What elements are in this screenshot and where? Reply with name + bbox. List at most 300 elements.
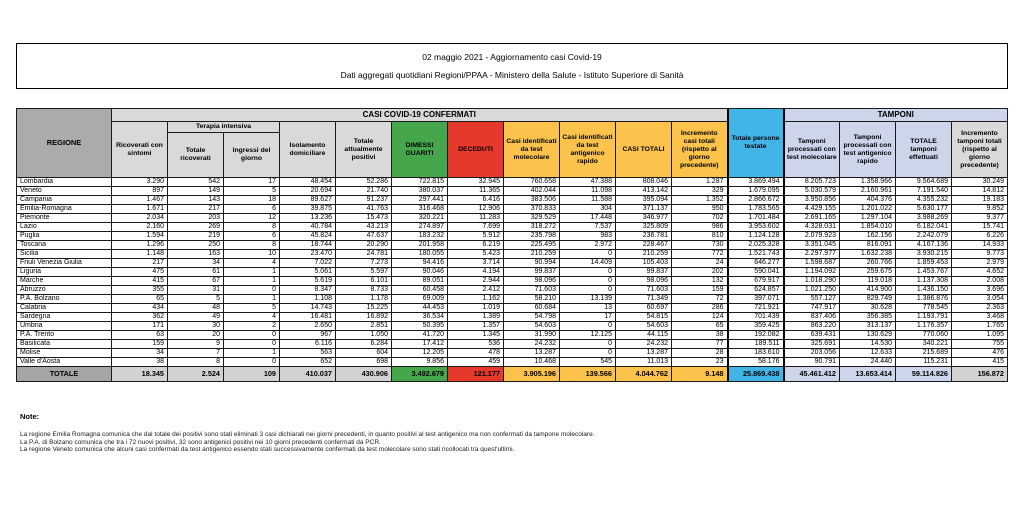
value-cell: 99.837 — [616, 268, 672, 277]
value-cell: 40.784 — [280, 223, 336, 232]
value-cell: 2.412 — [448, 286, 504, 295]
value-cell: 967 — [280, 331, 336, 340]
value-cell: 5.597 — [336, 268, 392, 277]
value-cell: 5.061 — [280, 268, 336, 277]
value-cell: 7.273 — [336, 259, 392, 268]
value-cell: 1.386.876 — [896, 295, 952, 304]
value-cell: 652 — [280, 358, 336, 367]
value-cell: 2.363 — [952, 304, 1008, 313]
value-cell: 2.866.672 — [728, 196, 784, 205]
col-header-dimessi-guariti: DIMESSI GUARITI — [392, 122, 448, 178]
notes-title: Note: — [20, 412, 40, 421]
value-cell: 1 — [224, 277, 280, 286]
region-name: Puglia — [17, 232, 112, 241]
table-row — [17, 358, 1008, 367]
total-totale-tamponi: 59.114.826 — [896, 367, 952, 382]
value-cell: 30 — [168, 322, 224, 331]
total-attualmente-positivi: 430.906 — [336, 367, 392, 382]
value-cell: 770.060 — [896, 331, 952, 340]
region-name: Lazio — [17, 223, 112, 232]
value-cell: 24.232 — [504, 340, 560, 349]
group-header-casi-confermati: CASI COVID-19 CONFERMATI — [112, 109, 728, 122]
value-cell: 1.019 — [448, 304, 504, 313]
value-cell: 203.056 — [784, 349, 840, 358]
value-cell: 1.436.150 — [896, 286, 952, 295]
table-row — [17, 313, 1008, 322]
value-cell: 3.468 — [952, 313, 1008, 322]
value-cell: 747.917 — [784, 304, 840, 313]
value-cell: 730 — [672, 241, 728, 250]
value-cell: 12 — [224, 214, 280, 223]
table-body — [17, 178, 1008, 367]
region-name: Valle d'Aosta — [17, 358, 112, 367]
value-cell: 48 — [168, 304, 224, 313]
value-cell: 12.633 — [840, 349, 896, 358]
value-cell: 639.431 — [784, 331, 840, 340]
value-cell: 54.603 — [616, 322, 672, 331]
value-cell: 8.347 — [280, 286, 336, 295]
value-cell: 4.328.031 — [784, 223, 840, 232]
value-cell: 15.473 — [336, 214, 392, 223]
value-cell: 536 — [448, 340, 504, 349]
value-cell: 269 — [168, 223, 224, 232]
value-cell: 202 — [672, 268, 728, 277]
col-header-tamponi-antigenico: Tamponi processati con test antigenico rapido — [840, 122, 896, 178]
value-cell: 0 — [560, 268, 616, 277]
value-cell: 119.018 — [840, 277, 896, 286]
value-cell: 60.458 — [392, 286, 448, 295]
total-casi-antigenico: 139.566 — [560, 367, 616, 382]
value-cell: 28 — [672, 349, 728, 358]
region-name: Umbria — [17, 322, 112, 331]
total-dimessi-guariti: 3.492.679 — [392, 367, 448, 382]
value-cell: 18.744 — [280, 241, 336, 250]
total-row-label: TOTALE — [17, 367, 112, 382]
value-cell: 5 — [168, 295, 224, 304]
value-cell: 236.781 — [616, 232, 672, 241]
value-cell: 1.345 — [448, 331, 504, 340]
value-cell: 6 — [224, 232, 280, 241]
value-cell: 380.037 — [392, 187, 448, 196]
value-cell: 54.815 — [616, 313, 672, 322]
value-cell: 3.869.494 — [728, 178, 784, 187]
value-cell: 646.277 — [728, 259, 784, 268]
value-cell: 4.194 — [448, 268, 504, 277]
value-cell: 228.467 — [616, 241, 672, 250]
region-name: Campania — [17, 196, 112, 205]
value-cell: 1.357 — [448, 322, 504, 331]
value-cell: 8.733 — [336, 286, 392, 295]
value-cell: 217 — [168, 205, 224, 214]
value-cell: 11.098 — [560, 187, 616, 196]
value-cell: 60.697 — [616, 304, 672, 313]
covid-data-table — [16, 108, 1008, 382]
group-header-terapia-intensiva: Terapia intensiva — [168, 122, 280, 133]
value-cell: 12.906 — [448, 205, 504, 214]
col-header-isolamento-domiciliare: Isolamento domiciliare — [280, 122, 336, 178]
value-cell: 9.377 — [952, 214, 1008, 223]
value-cell: 1.287 — [672, 178, 728, 187]
value-cell: 1.296 — [112, 241, 168, 250]
value-cell: 260.766 — [840, 259, 896, 268]
value-cell: 414.900 — [840, 286, 896, 295]
value-cell: 16.481 — [280, 313, 336, 322]
value-cell: 755 — [952, 340, 1008, 349]
value-cell: 39.875 — [280, 205, 336, 214]
col-header-casi-test-antigenico: Casi identificati da test antigenico rapido — [560, 122, 616, 178]
value-cell: 5.630.177 — [896, 205, 952, 214]
value-cell: 356.385 — [840, 313, 896, 322]
value-cell: 2.242.079 — [896, 232, 952, 241]
value-cell: 563 — [280, 349, 336, 358]
col-header-incremento-casi: Incremento casi totali (rispetto al giorno precedente) — [672, 122, 728, 178]
value-cell: 286 — [672, 304, 728, 313]
value-cell: 60.684 — [504, 304, 560, 313]
value-cell: 8.205.723 — [784, 178, 840, 187]
value-cell: 6 — [224, 205, 280, 214]
value-cell: 679.917 — [728, 277, 784, 286]
value-cell: 3.953.602 — [728, 223, 784, 232]
table-row — [17, 250, 1008, 259]
value-cell: 7.022 — [280, 259, 336, 268]
value-cell: 897 — [112, 187, 168, 196]
value-cell: 318.272 — [504, 223, 560, 232]
value-cell: 4.167.136 — [896, 241, 952, 250]
value-cell: 4 — [224, 259, 280, 268]
value-cell: 1.018.290 — [784, 277, 840, 286]
value-cell: 149 — [168, 187, 224, 196]
value-cell: 9 — [168, 340, 224, 349]
value-cell: 24 — [672, 259, 728, 268]
value-cell: 346.977 — [616, 214, 672, 223]
value-cell: 32.945 — [448, 178, 504, 187]
value-cell: 362 — [112, 313, 168, 322]
value-cell: 702 — [672, 214, 728, 223]
total-ricoverati: 18.345 — [112, 367, 168, 382]
value-cell: 329.529 — [504, 214, 560, 223]
table-row — [17, 349, 1008, 358]
value-cell: 90.046 — [392, 268, 448, 277]
value-cell: 325.691 — [784, 340, 840, 349]
value-cell: 3.950.856 — [784, 196, 840, 205]
col-header-tamponi-molecolare: Tamponi processati con test molecolare — [784, 122, 840, 178]
value-cell: 171 — [112, 322, 168, 331]
col-header-ingressi-del-giorno: Ingressi del giorno — [224, 133, 280, 178]
value-cell: 11.013 — [616, 358, 672, 367]
value-cell: 9.564.689 — [896, 178, 952, 187]
table-row — [17, 232, 1008, 241]
value-cell: 4.355.232 — [896, 196, 952, 205]
value-cell: 17.412 — [392, 340, 448, 349]
value-cell: 2.160 — [112, 223, 168, 232]
value-cell: 3.930.215 — [896, 250, 952, 259]
value-cell: 31 — [168, 286, 224, 295]
value-cell: 13.287 — [504, 349, 560, 358]
value-cell: 44.453 — [392, 304, 448, 313]
value-cell: 0 — [560, 340, 616, 349]
group-header-tamponi: TAMPONI — [784, 109, 1008, 122]
value-cell: 359.425 — [728, 322, 784, 331]
value-cell: 402.044 — [504, 187, 560, 196]
value-cell: 24.440 — [840, 358, 896, 367]
value-cell: 124 — [672, 313, 728, 322]
value-cell: 13.139 — [560, 295, 616, 304]
value-cell: 11.588 — [560, 196, 616, 205]
total-deceduti: 121.177 — [448, 367, 504, 382]
value-cell: 316.468 — [392, 205, 448, 214]
col-header-persone-testate: Totale persone testate — [728, 109, 784, 178]
value-cell: 67 — [168, 277, 224, 286]
value-cell: 217 — [112, 259, 168, 268]
value-cell: 90.994 — [504, 259, 560, 268]
value-cell: 274.897 — [392, 223, 448, 232]
table-row — [17, 241, 1008, 250]
total-terapia-intensiva: 2.524 — [168, 367, 224, 382]
value-cell: 0 — [224, 340, 280, 349]
value-cell: 250 — [168, 241, 224, 250]
value-cell: 71.603 — [504, 286, 560, 295]
value-cell: 3.696 — [952, 286, 1008, 295]
value-cell: 43.213 — [336, 223, 392, 232]
value-cell: 434 — [112, 304, 168, 313]
value-cell: 624.857 — [728, 286, 784, 295]
value-cell: 4.652 — [952, 268, 1008, 277]
value-cell: 219 — [168, 232, 224, 241]
value-cell: 203 — [168, 214, 224, 223]
value-cell: 542 — [168, 178, 224, 187]
value-cell: 183.232 — [392, 232, 448, 241]
table-footer — [17, 367, 1008, 382]
region-name: Marche — [17, 277, 112, 286]
region-name: Sardegna — [17, 313, 112, 322]
value-cell: 30.249 — [952, 178, 1008, 187]
value-cell: 15.225 — [336, 304, 392, 313]
value-cell: 17 — [224, 178, 280, 187]
value-cell: 1.193.791 — [896, 313, 952, 322]
value-cell: 21.740 — [336, 187, 392, 196]
value-cell: 395.094 — [616, 196, 672, 205]
value-cell: 0 — [224, 331, 280, 340]
value-cell: 1.050 — [336, 331, 392, 340]
value-cell: 2.944 — [448, 277, 504, 286]
value-cell: 17 — [560, 313, 616, 322]
value-cell: 5.912 — [448, 232, 504, 241]
value-cell: 1.598.687 — [784, 259, 840, 268]
value-cell: 54.798 — [504, 313, 560, 322]
report-source-line: Dati aggregati quotidiani Regioni/PPAA - Ministero della Salute - Istituto Superiore di Sanità — [340, 70, 684, 80]
value-cell: 329 — [672, 187, 728, 196]
value-cell: 0 — [224, 286, 280, 295]
value-cell: 6.226 — [952, 232, 1008, 241]
value-cell: 98.096 — [504, 277, 560, 286]
value-cell: 778.545 — [896, 304, 952, 313]
value-cell: 14.530 — [840, 340, 896, 349]
value-cell: 38 — [672, 331, 728, 340]
value-cell: 11.365 — [448, 187, 504, 196]
value-cell: 115.231 — [896, 358, 952, 367]
value-cell: 413.142 — [616, 187, 672, 196]
value-cell: 65 — [112, 295, 168, 304]
value-cell: 1.594 — [112, 232, 168, 241]
value-cell: 3.714 — [448, 259, 504, 268]
value-cell: 58.176 — [728, 358, 784, 367]
value-cell: 415 — [952, 358, 1008, 367]
value-cell: 24.781 — [336, 250, 392, 259]
table-row — [17, 322, 1008, 331]
report-date-line: 02 maggio 2021 - Aggiornamento casi Covid-19 — [422, 52, 602, 62]
value-cell: 2.034 — [112, 214, 168, 223]
region-name: Veneto — [17, 187, 112, 196]
region-name: Molise — [17, 349, 112, 358]
value-cell: 89.627 — [280, 196, 336, 205]
value-cell: 2.691.165 — [784, 214, 840, 223]
value-cell: 557.127 — [784, 295, 840, 304]
value-cell: 225.495 — [504, 241, 560, 250]
value-cell: 2.979 — [952, 259, 1008, 268]
value-cell: 163 — [168, 250, 224, 259]
note-veneto: La regione Veneto comunica che alcuni casi confermati da test antigenico essendo stati successivamente confermati da test molecolare sono stati ricollocati tra quest'ultimi. — [20, 446, 515, 454]
value-cell: 1.148 — [112, 250, 168, 259]
total-casi-molecolare: 3.905.196 — [504, 367, 560, 382]
value-cell: 1.783.565 — [728, 205, 784, 214]
table-row — [17, 196, 1008, 205]
value-cell: 476 — [952, 349, 1008, 358]
value-cell: 340.221 — [896, 340, 952, 349]
value-cell: 45.824 — [280, 232, 336, 241]
note-emilia-romagna: La regione Emilia Romagna comunica che dal totale dei positivi sono stati eliminati 3 casi dichiarati nei giorni precedenti, in quanto positivi al test antigenico ma non confermati da tampone molecolare. — [20, 431, 595, 438]
value-cell: 17.448 — [560, 214, 616, 223]
value-cell: 7.699 — [448, 223, 504, 232]
value-cell: 3.351.045 — [784, 241, 840, 250]
value-cell: 71.603 — [616, 286, 672, 295]
value-cell: 15.741 — [952, 223, 1008, 232]
value-cell: 2.008 — [952, 277, 1008, 286]
value-cell: 604 — [336, 349, 392, 358]
value-cell: 34 — [168, 259, 224, 268]
value-cell: 2.297.977 — [784, 250, 840, 259]
value-cell: 816.091 — [840, 241, 896, 250]
value-cell: 355 — [112, 286, 168, 295]
value-cell: 371.137 — [616, 205, 672, 214]
value-cell: 7.537 — [560, 223, 616, 232]
value-cell: 18 — [224, 196, 280, 205]
value-cell: 201.958 — [392, 241, 448, 250]
value-cell: 0 — [560, 250, 616, 259]
value-cell: 370.833 — [504, 205, 560, 214]
value-cell: 105.403 — [616, 259, 672, 268]
value-cell: 3.054 — [952, 295, 1008, 304]
value-cell: 47.637 — [336, 232, 392, 241]
value-cell: 3.290 — [112, 178, 168, 187]
value-cell: 162.156 — [840, 232, 896, 241]
table-row — [17, 187, 1008, 196]
value-cell: 1.389 — [448, 313, 504, 322]
total-incremento-casi: 9.148 — [672, 367, 728, 382]
value-cell: 304 — [560, 205, 616, 214]
value-cell: 5.030.579 — [784, 187, 840, 196]
value-cell: 383.506 — [504, 196, 560, 205]
region-name: Lombardia — [17, 178, 112, 187]
value-cell: 397.071 — [728, 295, 784, 304]
value-cell: 54.603 — [504, 322, 560, 331]
value-cell: 9.852 — [952, 205, 1008, 214]
value-cell: 325.809 — [616, 223, 672, 232]
table-row — [17, 331, 1008, 340]
value-cell: 65 — [672, 322, 728, 331]
table-row — [17, 340, 1008, 349]
value-cell: 297.441 — [392, 196, 448, 205]
total-ingressi: 109 — [224, 367, 280, 382]
value-cell: 63 — [112, 331, 168, 340]
total-isolamento: 410.037 — [280, 367, 336, 382]
total-row — [17, 367, 1008, 382]
value-cell: 1.095 — [952, 331, 1008, 340]
value-cell: 5 — [224, 304, 280, 313]
value-cell: 983 — [560, 232, 616, 241]
value-cell: 1 — [224, 268, 280, 277]
value-cell: 9.856 — [392, 358, 448, 367]
value-cell: 23 — [672, 358, 728, 367]
table-row — [17, 214, 1008, 223]
value-cell: 5.619 — [280, 277, 336, 286]
value-cell: 36.534 — [392, 313, 448, 322]
value-cell: 459 — [448, 358, 504, 367]
value-cell: 475 — [112, 268, 168, 277]
value-cell: 1.162 — [448, 295, 504, 304]
value-cell: 14.812 — [952, 187, 1008, 196]
value-cell: 89.051 — [392, 277, 448, 286]
region-name: P.A. Bolzano — [17, 295, 112, 304]
value-cell: 1.453.767 — [896, 268, 952, 277]
value-cell: 863.220 — [784, 322, 840, 331]
value-cell: 13.287 — [616, 349, 672, 358]
value-cell: 1.108 — [280, 295, 336, 304]
value-cell: 98.096 — [616, 277, 672, 286]
value-cell: 590.041 — [728, 268, 784, 277]
region-name: Piemonte — [17, 214, 112, 223]
value-cell: 4.429.155 — [784, 205, 840, 214]
value-cell: 1.854.010 — [840, 223, 896, 232]
value-cell: 837.406 — [784, 313, 840, 322]
value-cell: 950 — [672, 205, 728, 214]
table-row — [17, 178, 1008, 187]
value-cell: 94.416 — [392, 259, 448, 268]
region-name: Emilia-Romagna — [17, 205, 112, 214]
value-cell: 7.191.540 — [896, 187, 952, 196]
value-cell: 1.859.453 — [896, 259, 952, 268]
total-tamponi-antigenico: 13.653.414 — [840, 367, 896, 382]
value-cell: 320.221 — [392, 214, 448, 223]
region-name: Friuli Venezia Giulia — [17, 259, 112, 268]
value-cell: 1.201.022 — [840, 205, 896, 214]
value-cell: 183.610 — [728, 349, 784, 358]
value-cell: 1.679.095 — [728, 187, 784, 196]
value-cell: 2 — [224, 322, 280, 331]
value-cell: 0 — [560, 322, 616, 331]
value-cell: 34 — [112, 349, 168, 358]
col-header-casi-test-molecolare: Casi identificati da test molecolare — [504, 122, 560, 178]
value-cell: 41.720 — [392, 331, 448, 340]
report-header — [16, 43, 1008, 89]
value-cell: 91.237 — [336, 196, 392, 205]
value-cell: 10.468 — [504, 358, 560, 367]
value-cell: 1.137.308 — [896, 277, 952, 286]
value-cell: 0 — [224, 358, 280, 367]
value-cell: 99.837 — [504, 268, 560, 277]
value-cell: 16.892 — [336, 313, 392, 322]
value-cell: 259.675 — [840, 268, 896, 277]
col-header-incremento-tamponi: Incremento tamponi totali (rispetto al giorno precedente) — [952, 122, 1008, 178]
